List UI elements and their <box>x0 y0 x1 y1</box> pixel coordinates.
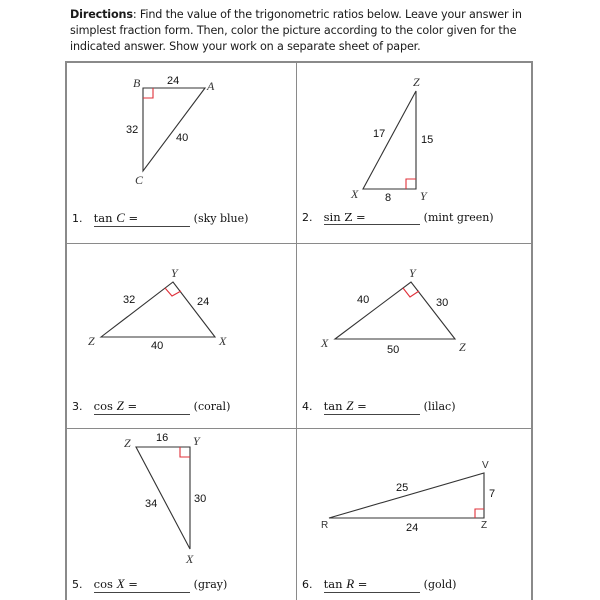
right-angle-mark-1 <box>143 88 153 98</box>
side-label-RZ: 24 <box>406 522 419 534</box>
answer-blank-4[interactable]: tan Z = <box>324 398 420 415</box>
vertex-label-B: B <box>133 76 141 90</box>
vertex-label-X: X <box>186 552 194 566</box>
triangle-6 <box>329 473 484 518</box>
color-hint: (gold) <box>423 578 457 591</box>
side-label-ZY: 16 <box>156 432 169 444</box>
vertex-label-Y: Y <box>171 266 178 280</box>
vertex-label-Y: Y <box>409 266 416 280</box>
question-5 <box>72 576 227 593</box>
directions-label: Directions <box>70 8 133 21</box>
side-label-BC: 32 <box>126 124 139 136</box>
question-6 <box>302 576 456 593</box>
answer-blank-1[interactable]: tan C = <box>94 210 190 227</box>
vertex-label-Z: Z <box>459 340 466 354</box>
side-label-YX: 24 <box>197 296 210 308</box>
vertex-label-X: X <box>351 187 359 201</box>
vertex-label-Y: Y <box>420 189 427 203</box>
side-label-YX: 30 <box>194 493 207 505</box>
question-number: 2. <box>302 211 313 224</box>
vertex-label-C: C <box>135 173 144 187</box>
side-label-ZY: 15 <box>421 134 434 146</box>
question-number: 4. <box>302 400 313 413</box>
color-hint: (gray) <box>193 578 228 591</box>
vertex-label-A: A <box>207 79 215 93</box>
question-number: 3. <box>72 400 83 413</box>
side-label-YZ: 30 <box>436 297 449 309</box>
vertex-label-V: V <box>482 460 489 471</box>
question-4 <box>302 398 456 415</box>
side-label-XZ: 17 <box>373 128 386 140</box>
color-hint: (coral) <box>193 400 231 413</box>
triangle-3 <box>101 282 215 337</box>
answer-blank-2[interactable]: sin Z = <box>324 210 420 225</box>
directions-text: : Find the value of the trigonometric ratios below. Leave your answer in simplest fraction form. Then, color the picture according to the color given for the indicated answer. Show your work on a separate sheet of paper. <box>70 8 522 53</box>
vertex-label-Z: Z <box>481 520 488 531</box>
vertex-label-X: X <box>321 336 329 350</box>
vertex-label-Z: Z <box>413 75 420 89</box>
triangle-2 <box>363 91 416 189</box>
side-label-XZ: 50 <box>387 344 400 356</box>
side-label-VZ: 7 <box>489 488 496 500</box>
answer-blank-5[interactable]: cos X = <box>94 576 190 593</box>
side-label-AC: 40 <box>176 132 189 144</box>
vertex-label-Y: Y <box>193 434 200 448</box>
answer-blank-3[interactable]: cos Z = <box>94 398 190 415</box>
right-angle-mark-2 <box>406 179 416 189</box>
color-hint: (mint green) <box>423 211 494 224</box>
right-angle-mark-6 <box>475 509 484 518</box>
side-label-ZX: 34 <box>145 498 158 510</box>
question-3 <box>72 398 230 415</box>
side-label-ZY: 32 <box>123 294 136 306</box>
triangle-1 <box>143 88 205 171</box>
question-number: 5. <box>72 578 83 591</box>
question-2 <box>302 210 494 225</box>
side-label-XY: 40 <box>357 294 370 306</box>
question-1 <box>72 210 248 227</box>
question-number: 6. <box>302 578 313 591</box>
vertex-label-Z: Z <box>88 334 95 348</box>
vertex-label-X: X <box>219 334 227 348</box>
side-label-BA: 24 <box>167 75 180 87</box>
right-angle-mark-5 <box>180 447 190 457</box>
color-hint: (lilac) <box>423 400 456 413</box>
color-hint: (sky blue) <box>193 212 249 225</box>
answer-blank-6[interactable]: tan R = <box>324 576 420 593</box>
vertex-label-R: R <box>321 520 329 531</box>
side-label-XY: 8 <box>385 192 392 204</box>
side-label-ZX: 40 <box>151 340 164 352</box>
vertex-label-Z: Z <box>124 436 131 450</box>
side-label-RV: 25 <box>396 482 409 494</box>
question-number: 1. <box>72 212 83 225</box>
triangle-4 <box>335 282 455 339</box>
